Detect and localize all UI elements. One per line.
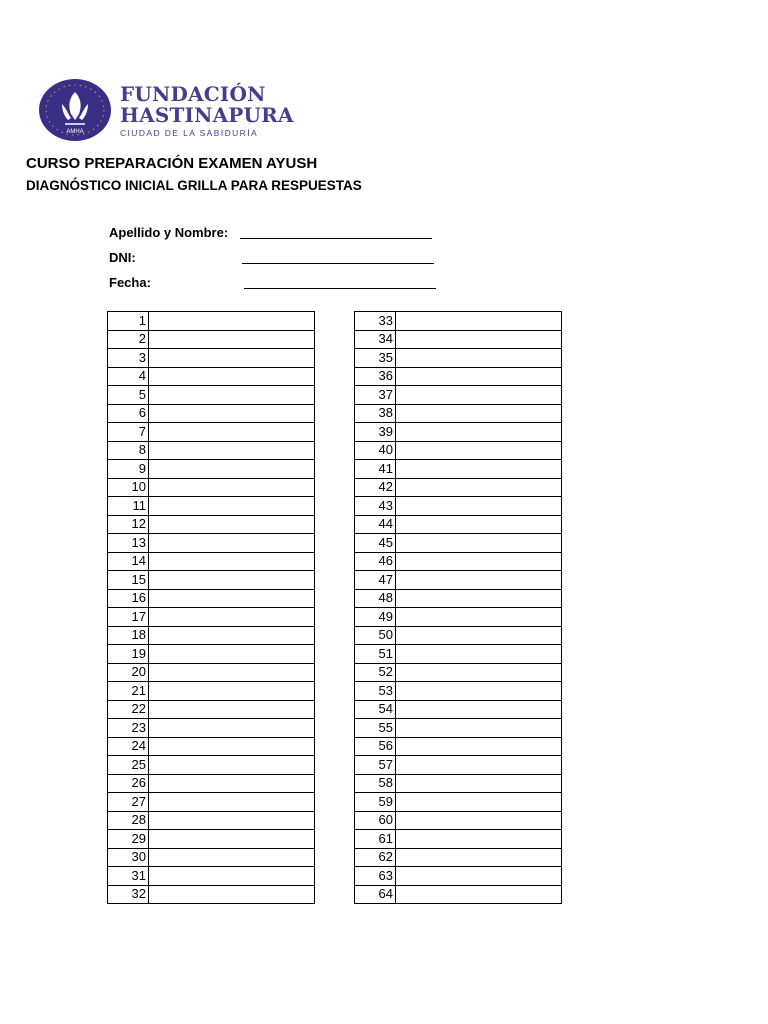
answer-row xyxy=(355,830,562,849)
answer-cell[interactable] xyxy=(396,756,562,775)
answer-row xyxy=(355,737,562,756)
answer-row xyxy=(108,885,315,904)
question-number: 19 xyxy=(108,645,149,664)
question-number: 61 xyxy=(355,830,396,849)
answer-row xyxy=(108,719,315,738)
answer-cell[interactable] xyxy=(149,885,315,904)
answer-row xyxy=(108,663,315,682)
answer-cell[interactable] xyxy=(149,386,315,405)
question-number: 47 xyxy=(355,571,396,590)
question-number: 59 xyxy=(355,793,396,812)
answer-row xyxy=(355,515,562,534)
question-number: 35 xyxy=(355,349,396,368)
question-number: 3 xyxy=(108,349,149,368)
answer-cell[interactable] xyxy=(396,737,562,756)
answer-cell[interactable] xyxy=(149,349,315,368)
logo xyxy=(38,78,298,144)
answer-cell[interactable] xyxy=(149,848,315,867)
answer-row xyxy=(108,330,315,349)
answer-row xyxy=(355,700,562,719)
question-number: 25 xyxy=(108,756,149,775)
answer-row xyxy=(108,589,315,608)
question-number: 16 xyxy=(108,589,149,608)
question-number: 26 xyxy=(108,774,149,793)
question-number: 30 xyxy=(108,848,149,867)
date-field[interactable] xyxy=(244,288,436,289)
question-number: 63 xyxy=(355,867,396,886)
question-number: 51 xyxy=(355,645,396,664)
answer-cell[interactable] xyxy=(149,700,315,719)
question-number: 50 xyxy=(355,626,396,645)
answer-row xyxy=(108,608,315,627)
answer-cell[interactable] xyxy=(149,571,315,590)
question-number: 18 xyxy=(108,626,149,645)
question-number: 60 xyxy=(355,811,396,830)
answer-row xyxy=(108,312,315,331)
answer-row xyxy=(108,497,315,516)
answer-row xyxy=(355,441,562,460)
answer-row xyxy=(108,700,315,719)
answer-cell[interactable] xyxy=(396,719,562,738)
answer-row xyxy=(355,478,562,497)
answer-cell[interactable] xyxy=(396,885,562,904)
answer-cell[interactable] xyxy=(149,404,315,423)
grid-subtitle: DIAGNÓSTICO INICIAL GRILLA PARA RESPUESTAS xyxy=(26,178,362,193)
answer-row xyxy=(108,774,315,793)
answer-cell[interactable] xyxy=(149,737,315,756)
question-number: 33 xyxy=(355,312,396,331)
answer-row xyxy=(355,367,562,386)
brand-tagline: CIUDAD DE LA SABIDURÍA xyxy=(120,128,259,138)
answer-cell[interactable] xyxy=(396,626,562,645)
answer-row xyxy=(108,404,315,423)
date-label: Fecha: xyxy=(109,275,151,290)
svg-text:AMHA: AMHA xyxy=(66,129,84,135)
question-number: 49 xyxy=(355,608,396,627)
answer-cell[interactable] xyxy=(396,534,562,553)
answer-cell[interactable] xyxy=(396,460,562,479)
answer-cell[interactable] xyxy=(149,626,315,645)
answer-row xyxy=(355,589,562,608)
answer-row xyxy=(355,404,562,423)
answer-cell[interactable] xyxy=(396,793,562,812)
seal-icon xyxy=(38,78,112,142)
answer-cell[interactable] xyxy=(396,830,562,849)
answer-cell[interactable] xyxy=(149,793,315,812)
question-number: 13 xyxy=(108,534,149,553)
question-number: 55 xyxy=(355,719,396,738)
question-number: 1 xyxy=(108,312,149,331)
answer-cell[interactable] xyxy=(149,515,315,534)
question-number: 42 xyxy=(355,478,396,497)
question-number: 54 xyxy=(355,700,396,719)
answer-cell[interactable] xyxy=(149,774,315,793)
question-number: 23 xyxy=(108,719,149,738)
answer-cell[interactable] xyxy=(396,848,562,867)
answer-row xyxy=(108,682,315,701)
question-number: 39 xyxy=(355,423,396,442)
dni-field[interactable] xyxy=(242,263,434,264)
answer-row xyxy=(108,737,315,756)
question-number: 14 xyxy=(108,552,149,571)
answer-cell[interactable] xyxy=(149,811,315,830)
answer-cell[interactable] xyxy=(149,460,315,479)
answer-row xyxy=(355,460,562,479)
answer-cell[interactable] xyxy=(149,608,315,627)
question-number: 46 xyxy=(355,552,396,571)
question-number: 52 xyxy=(355,663,396,682)
question-number: 8 xyxy=(108,441,149,460)
question-number: 11 xyxy=(108,497,149,516)
question-number: 29 xyxy=(108,830,149,849)
answer-row xyxy=(108,793,315,812)
answer-cell[interactable] xyxy=(396,423,562,442)
course-title: CURSO PREPARACIÓN EXAMEN AYUSH xyxy=(26,155,318,172)
name-field[interactable] xyxy=(240,238,432,239)
answer-row xyxy=(108,367,315,386)
answer-row xyxy=(108,867,315,886)
answer-row xyxy=(108,478,315,497)
question-number: 58 xyxy=(355,774,396,793)
answer-cell[interactable] xyxy=(149,756,315,775)
answer-row xyxy=(355,682,562,701)
answer-row xyxy=(108,626,315,645)
question-number: 9 xyxy=(108,460,149,479)
answer-cell[interactable] xyxy=(396,349,562,368)
answer-cell[interactable] xyxy=(396,497,562,516)
answer-cell[interactable] xyxy=(396,571,562,590)
answer-cell[interactable] xyxy=(396,478,562,497)
question-number: 32 xyxy=(108,885,149,904)
answer-cell[interactable] xyxy=(396,441,562,460)
question-number: 56 xyxy=(355,737,396,756)
question-number: 34 xyxy=(355,330,396,349)
answer-row xyxy=(355,663,562,682)
answer-row xyxy=(108,571,315,590)
answer-row xyxy=(108,460,315,479)
answer-row xyxy=(108,552,315,571)
answer-row xyxy=(355,793,562,812)
answer-row xyxy=(108,441,315,460)
question-number: 31 xyxy=(108,867,149,886)
answer-row xyxy=(355,571,562,590)
question-number: 64 xyxy=(355,885,396,904)
answer-cell[interactable] xyxy=(396,386,562,405)
answer-row xyxy=(355,312,562,331)
question-number: 22 xyxy=(108,700,149,719)
answer-cell[interactable] xyxy=(396,515,562,534)
answer-grid-right xyxy=(354,311,562,904)
answer-cell[interactable] xyxy=(396,330,562,349)
question-number: 12 xyxy=(108,515,149,534)
answer-grid-left xyxy=(107,311,315,904)
answer-row xyxy=(108,830,315,849)
answer-cell[interactable] xyxy=(149,441,315,460)
answer-row xyxy=(355,608,562,627)
answer-row xyxy=(355,719,562,738)
question-number: 15 xyxy=(108,571,149,590)
answer-row xyxy=(108,811,315,830)
answer-cell[interactable] xyxy=(149,719,315,738)
answer-cell[interactable] xyxy=(149,663,315,682)
question-number: 57 xyxy=(355,756,396,775)
answer-row xyxy=(108,756,315,775)
question-number: 41 xyxy=(355,460,396,479)
answer-cell[interactable] xyxy=(396,811,562,830)
answer-cell[interactable] xyxy=(149,312,315,331)
answer-row xyxy=(355,330,562,349)
question-number: 20 xyxy=(108,663,149,682)
answer-cell[interactable] xyxy=(396,700,562,719)
answer-cell[interactable] xyxy=(396,367,562,386)
answer-row xyxy=(355,552,562,571)
answer-row xyxy=(355,848,562,867)
answer-row xyxy=(355,645,562,664)
question-number: 43 xyxy=(355,497,396,516)
answer-cell[interactable] xyxy=(396,608,562,627)
answer-row xyxy=(108,645,315,664)
question-number: 27 xyxy=(108,793,149,812)
question-number: 24 xyxy=(108,737,149,756)
question-number: 28 xyxy=(108,811,149,830)
brand-name-line2: HASTINAPURA xyxy=(120,103,294,127)
question-number: 36 xyxy=(355,367,396,386)
question-number: 38 xyxy=(355,404,396,423)
answer-cell[interactable] xyxy=(149,552,315,571)
question-number: 2 xyxy=(108,330,149,349)
answer-cell[interactable] xyxy=(149,497,315,516)
answer-cell[interactable] xyxy=(396,774,562,793)
question-number: 62 xyxy=(355,848,396,867)
answer-cell[interactable] xyxy=(149,534,315,553)
answer-cell[interactable] xyxy=(149,645,315,664)
answer-cell[interactable] xyxy=(149,423,315,442)
question-number: 4 xyxy=(108,367,149,386)
answer-row xyxy=(355,774,562,793)
answer-row xyxy=(108,534,315,553)
question-number: 7 xyxy=(108,423,149,442)
answer-cell[interactable] xyxy=(396,552,562,571)
answer-cell[interactable] xyxy=(149,478,315,497)
answer-cell[interactable] xyxy=(396,404,562,423)
question-number: 45 xyxy=(355,534,396,553)
question-number: 5 xyxy=(108,386,149,405)
answer-row xyxy=(355,811,562,830)
brand-name-line1: FUNDACIÓN xyxy=(120,82,266,106)
answer-cell[interactable] xyxy=(149,867,315,886)
name-label: Apellido y Nombre: xyxy=(109,225,229,240)
answer-cell[interactable] xyxy=(396,867,562,886)
answer-row xyxy=(355,423,562,442)
answer-row xyxy=(355,756,562,775)
answer-row xyxy=(108,848,315,867)
answer-row xyxy=(355,626,562,645)
answer-cell[interactable] xyxy=(149,367,315,386)
answer-cell[interactable] xyxy=(149,682,315,701)
dni-label: DNI: xyxy=(109,250,136,265)
answer-row xyxy=(355,867,562,886)
answer-cell[interactable] xyxy=(396,589,562,608)
answer-cell[interactable] xyxy=(396,663,562,682)
question-number: 40 xyxy=(355,441,396,460)
answer-row xyxy=(355,534,562,553)
question-number: 53 xyxy=(355,682,396,701)
answer-cell[interactable] xyxy=(396,645,562,664)
answer-row xyxy=(108,515,315,534)
question-number: 17 xyxy=(108,608,149,627)
answer-row xyxy=(108,386,315,405)
answer-row xyxy=(355,349,562,368)
question-number: 48 xyxy=(355,589,396,608)
answer-row xyxy=(355,386,562,405)
answer-cell[interactable] xyxy=(149,330,315,349)
question-number: 21 xyxy=(108,682,149,701)
question-number: 44 xyxy=(355,515,396,534)
answer-row xyxy=(355,885,562,904)
question-number: 10 xyxy=(108,478,149,497)
answer-cell[interactable] xyxy=(149,589,315,608)
answer-cell[interactable] xyxy=(396,312,562,331)
answer-row xyxy=(108,349,315,368)
answer-cell[interactable] xyxy=(149,830,315,849)
answer-cell[interactable] xyxy=(396,682,562,701)
question-number: 37 xyxy=(355,386,396,405)
question-number: 6 xyxy=(108,404,149,423)
answer-row xyxy=(355,497,562,516)
answer-row xyxy=(108,423,315,442)
